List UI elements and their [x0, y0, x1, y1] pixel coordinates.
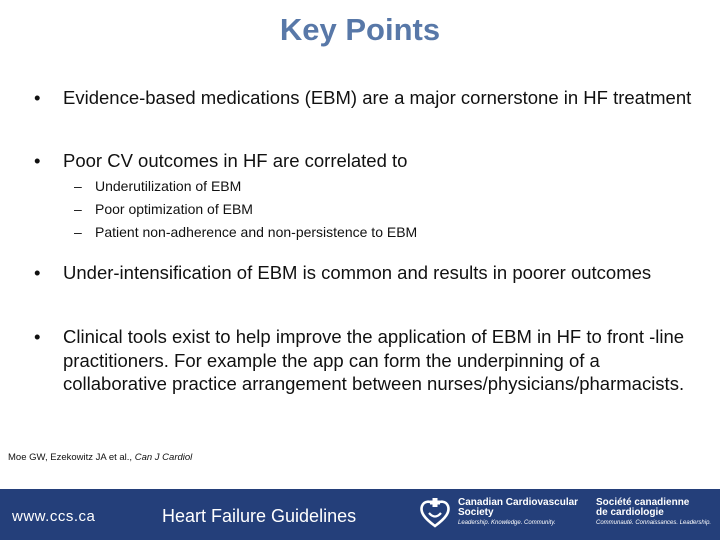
- bullet-under-intensification: [34, 261, 704, 285]
- footer-guidelines-title: Heart Failure Guidelines: [162, 506, 357, 526]
- website-link[interactable]: www.ccs.ca: [12, 508, 96, 525]
- citation-journal: Can J Cardiol: [134, 452, 193, 463]
- sub-item-text: Poor optimization of EBM: [95, 201, 253, 217]
- bullet-evidence-based-medications: [34, 86, 704, 110]
- org-en-line1: Canadian Cardiovascular: [458, 497, 579, 508]
- bullet-marker: •: [34, 87, 41, 108]
- ccs-heart-logo-icon: [418, 496, 452, 530]
- bullet-text: Clinical tools exist to help improve the application of EBM in HF to front -line practitioners. For example the app can form the underpinning of a collaborative practice arrangement between nurses/physicians/pharmacists.: [63, 326, 685, 394]
- org-fr-line2: de cardiologie: [596, 507, 664, 518]
- org-name-english: [458, 498, 578, 527]
- sub-item-underutilization: [74, 175, 674, 198]
- bullet-clinical-tools: [34, 325, 704, 396]
- org-fr-tagline: Communauté. Connaissances. Leadership.: [596, 520, 712, 526]
- sub-item-text: Patient non-adherence and non-persistence to EBM: [95, 224, 418, 240]
- bullet-poor-cv-outcomes: [34, 149, 704, 173]
- sub-item-text: Underutilization of EBM: [95, 178, 242, 194]
- sub-item-poor-optimization: [74, 198, 674, 221]
- bullet-marker: •: [34, 150, 41, 171]
- org-fr-line1: Société canadienne: [596, 497, 690, 508]
- sub-item-non-adherence: [74, 221, 674, 244]
- org-en-line2: Society: [458, 507, 494, 518]
- bullet-text: Under-intensification of EBM is common and results in poorer outcomes: [63, 262, 652, 283]
- citation: [8, 452, 192, 463]
- citation-authors: Moe GW, Ezekowitz JA et al.,: [8, 452, 135, 463]
- bullet-text: Evidence-based medications (EBM) are a major cornerstone in HF treatment: [63, 87, 692, 108]
- bullet-text: Poor CV outcomes in HF are correlated to: [63, 150, 408, 171]
- slide-title: Key Points: [279, 12, 441, 47]
- bullet-marker: •: [34, 326, 41, 347]
- sub-item-marker: –: [74, 224, 82, 240]
- org-en-tagline: Leadership. Knowledge. Community.: [458, 520, 556, 526]
- sub-item-marker: –: [74, 178, 82, 194]
- footer-bar: [0, 489, 720, 540]
- bullet-marker: •: [34, 262, 41, 283]
- sub-item-marker: –: [74, 201, 82, 217]
- org-name-french: [596, 498, 711, 527]
